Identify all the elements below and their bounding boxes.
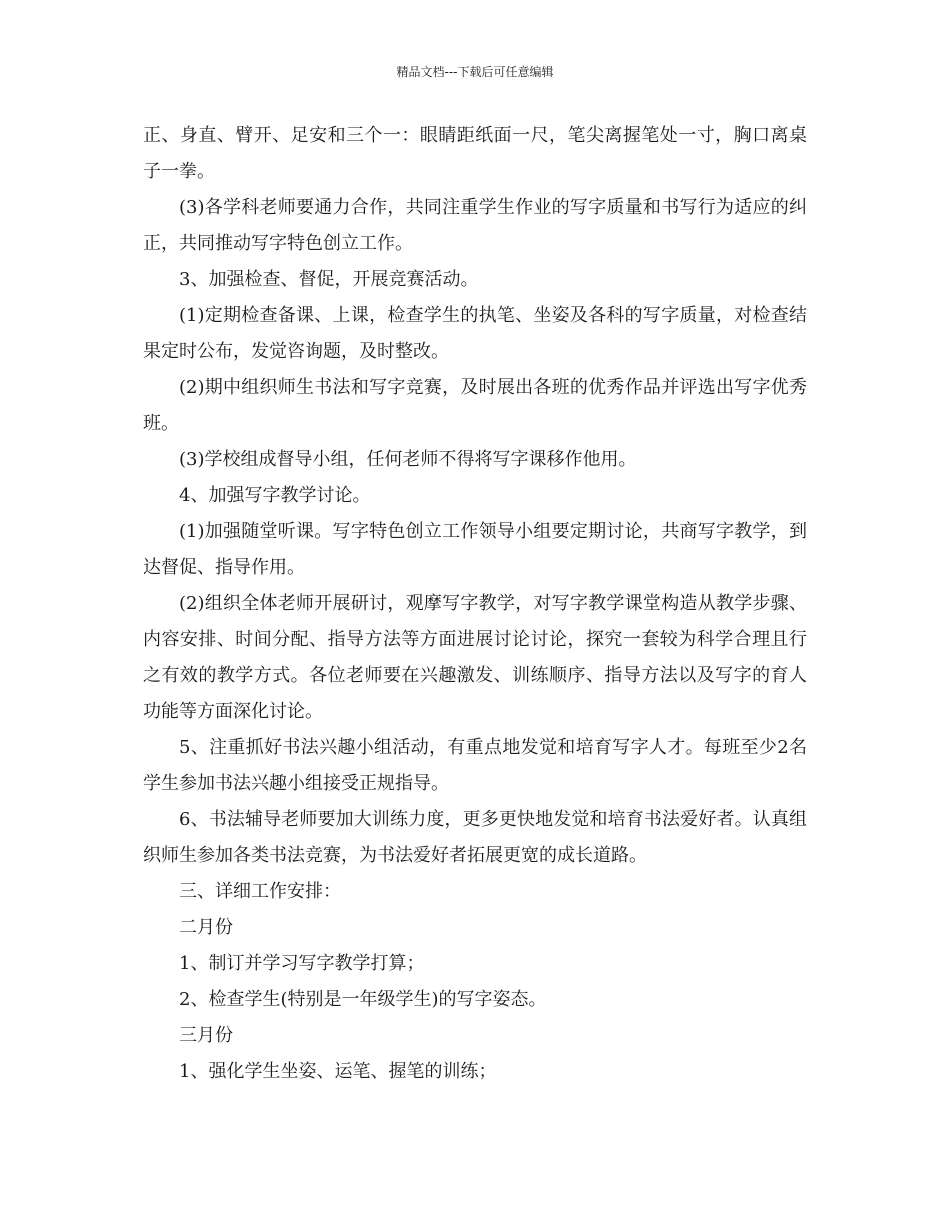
- paragraph-6: (3)学校组成督导小组，任何老师不得将写字课移作他用。: [179, 449, 637, 470]
- paragraph-3: 3、加强检查、督促，开展竞赛活动。: [179, 269, 479, 290]
- paragraph-7: 4、加强写字教学讨论。: [179, 485, 371, 506]
- paragraph-1: 正、身直、臂开、足安和三个一：眼睛距纸面一尺，笔尖离握笔处一寸，胸口离桌子一拳。: [143, 125, 807, 182]
- paragraph-5: (2)期中组织师生书法和写字竞赛，及时展出各班的优秀作品并评选出写字优秀班。: [143, 377, 807, 434]
- paragraph-4: (1)定期检查备课、上课，检查学生的执笔、坐姿及各科的写字质量，对检查结果定时公布，发觉咨询题，及时整改。: [143, 305, 807, 362]
- paragraph-11: 6、书法辅导老师要加大训练力度，更多更快地发觉和培育书法爱好者。认真组织师生参加各类书法竞赛，为书法爱好者拓展更宽的成长道路。: [143, 809, 807, 866]
- page-header: 精品文档---下载后可任意编辑: [396, 65, 554, 79]
- february-item-2: 2、检查学生(特别是一年级学生)的写字姿态。: [179, 989, 547, 1010]
- march-item-1: 1、强化学生坐姿、运笔、握笔的训练；: [179, 1061, 497, 1082]
- month-heading-february: 二月份: [179, 917, 233, 938]
- paragraph-2: (3)各学科老师要通力合作，共同注重学生作业的写字质量和书写行为适应的纠正，共同推动写字特色创立工作。: [143, 197, 807, 254]
- month-heading-march: 三月份: [179, 1025, 233, 1046]
- february-item-1: 1、制订并学习写字教学打算；: [179, 953, 425, 974]
- paragraph-10: 5、注重抓好书法兴趣小组活动，有重点地发觉和培育写字人才。每班至少2名学生参加书法兴趣小组接受正规指导。: [143, 737, 807, 794]
- paragraph-8: (1)加强随堂听课。写字特色创立工作领导小组要定期讨论，共商写字教学，到达督促、指导作用。: [143, 521, 807, 578]
- document-body: [143, 118, 807, 1090]
- section-heading-schedule: 三、详细工作安排：: [179, 881, 341, 902]
- paragraph-9: (2)组织全体老师开展研讨，观摩写字教学，对写字教学课堂构造从教学步骤、内容安排、时间分配、指导方法等方面进展讨论讨论，探究一套较为科学合理且行之有效的教学方式。各位老师要在兴趣激发、训练顺序、指导方法以及写字的育人功能等方面深化讨论。: [143, 593, 807, 722]
